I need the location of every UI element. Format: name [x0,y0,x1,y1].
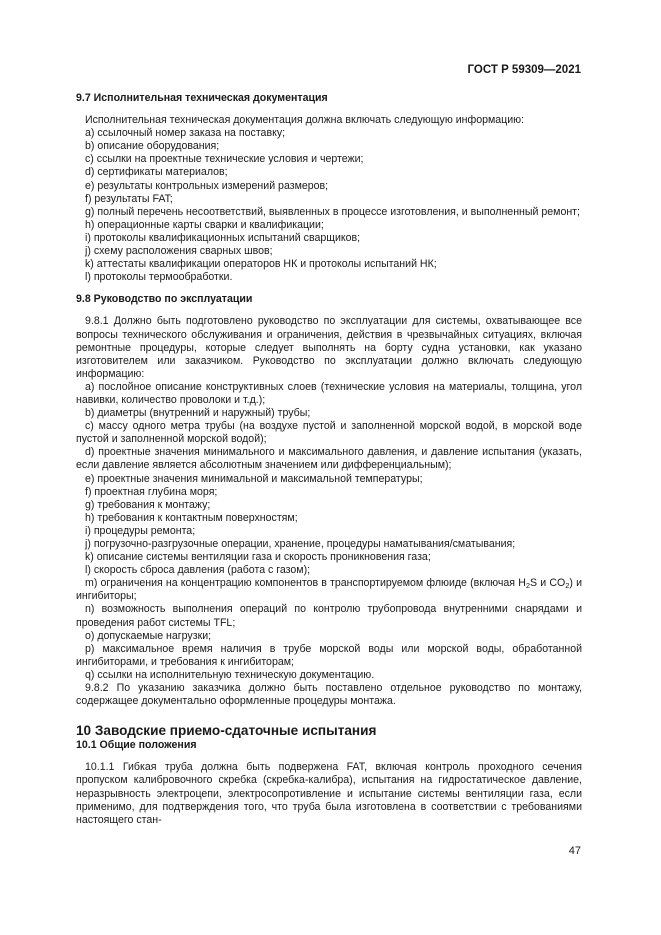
section-10-title: 10 Заводские приемо-сдаточные испытания [76,723,377,739]
list-item: i) протоколы квалификационных испытаний сварщиков; [85,231,361,244]
paragraph: 9.8.2 По указанию заказчика должно быть поставлено отдельное руководство по монтажу, содержащее документально оформленные процедуры монтажа. [76,682,582,708]
section-9-8-title: 9.8 Руководство по эксплуатации [76,293,253,306]
list-item: a) послойное описание конструктивных слоев (технические условия на материалы, толщина, угол навивки, количество проволоки и т.д.); [76,380,582,406]
list-item: e) проектные значения минимальной и максимальной температуры; [85,472,423,485]
list-item: k) аттестаты квалификации операторов НК и протоколы испытаний НК; [85,258,437,271]
list-item: h) требования к контактным поверхностям; [85,511,298,524]
list-item: j) схему расположения сварных швов; [85,245,273,258]
list-item: g) требования к монтажу; [85,498,211,511]
list-item-m: m) ограничения на концентрацию компонентов в транспортируемом флюиде (включая $H_2S$ и $CO_2$) и ингибиторы; [76,577,583,603]
list-item: a) ссылочный номер заказа на поставку; [85,127,286,140]
list-item: d) проектные значения минимального и максимального давления, и давление испытания (указать, если давление является абсолютным значением или дифференциальным); [76,446,582,472]
paragraph: 10.1.1 Гибкая труба должна быть подвержена FAT, включая контроль проходного сечения пропуском калибровочного скребка (скребка-калибра), испытания на гидростатическое давление, неразрывность электроцепи, электросопротивление и испытание системы вентиляции газа, если применимо, для подтверждения того, что труба была изготовлена в соответствии с требованиями настоящего стан- [76,761,582,826]
list-item: o) допускаемые нагрузки; [85,629,212,642]
list-item: e) результаты контрольных измерений размеров; [85,179,329,192]
list-item: i) процедуры ремонта; [85,524,196,537]
list-item: j) погрузочно-разгрузочные операции, хранение, процедуры наматывания/сматывания; [85,538,516,550]
list-item: n) возможность выполнения операций по контролю трубопровода внутренними снарядами и проведения работ системы TFL; [76,603,582,629]
section-9-7-title: 9.7 Исполнительная техническая документация [76,92,328,104]
document-id: ГОСТ Р 59309—2021 [467,64,581,76]
list-item: q) ссылки на исполнительную техническую документацию. [85,668,375,681]
list-item: b) диаметры (внутренний и наружный) трубы; [85,407,311,420]
paragraph: Исполнительная техническая документация должна включать следующую информацию: [85,114,525,127]
list-item: k) описание системы вентиляции газа и скорость проникновения газа; [85,551,431,564]
list-item: g) полный перечень несоответствий, выявленных в процессе изготовления, и выполненный ремонт; [85,205,580,218]
list-item: f) результаты FAT; [85,192,173,205]
list-item: l) протоколы термообработки. [85,271,233,284]
list-item: h) операционные карты сварки и квалификации; [85,218,324,231]
page-number: 47 [568,845,581,857]
list-item: d) сертификаты материалов; [85,166,228,179]
list-item: c) ссылки на проектные технические условия и чертежи; [85,153,364,166]
list-item: f) проектная глубина моря; [85,485,218,498]
list-item: l) скорость сброса давления (работа с газом); [85,564,311,577]
list-item: p) максимальное время наличия в трубе морской воды или морской воды, обработанной ингибиторами, и требования к ингибиторам; [76,642,582,668]
list-item: b) описание оборудования; [85,140,220,153]
paragraph: 9.8.1 Должно быть подготовлено руководство по эксплуатации для системы, охватывающее все вопросы технического обслуживания и ограничения, действия в чрезвычайных ситуациях, включая ремонтные процедуры, которые следует выполнять на борту судна установки, как указано изготовителем или заказчиком. Руководство по эксплуатации должно включать следующую информацию: [76,315,582,380]
page-content [76,92,582,827]
list-item: c) массу одного метра трубы (на воздухе пустой и заполненной морской водой, в морской воде пустой и заполненной морской водой); [76,420,582,446]
section-10-1-title: 10.1 Общие положения [76,739,197,752]
